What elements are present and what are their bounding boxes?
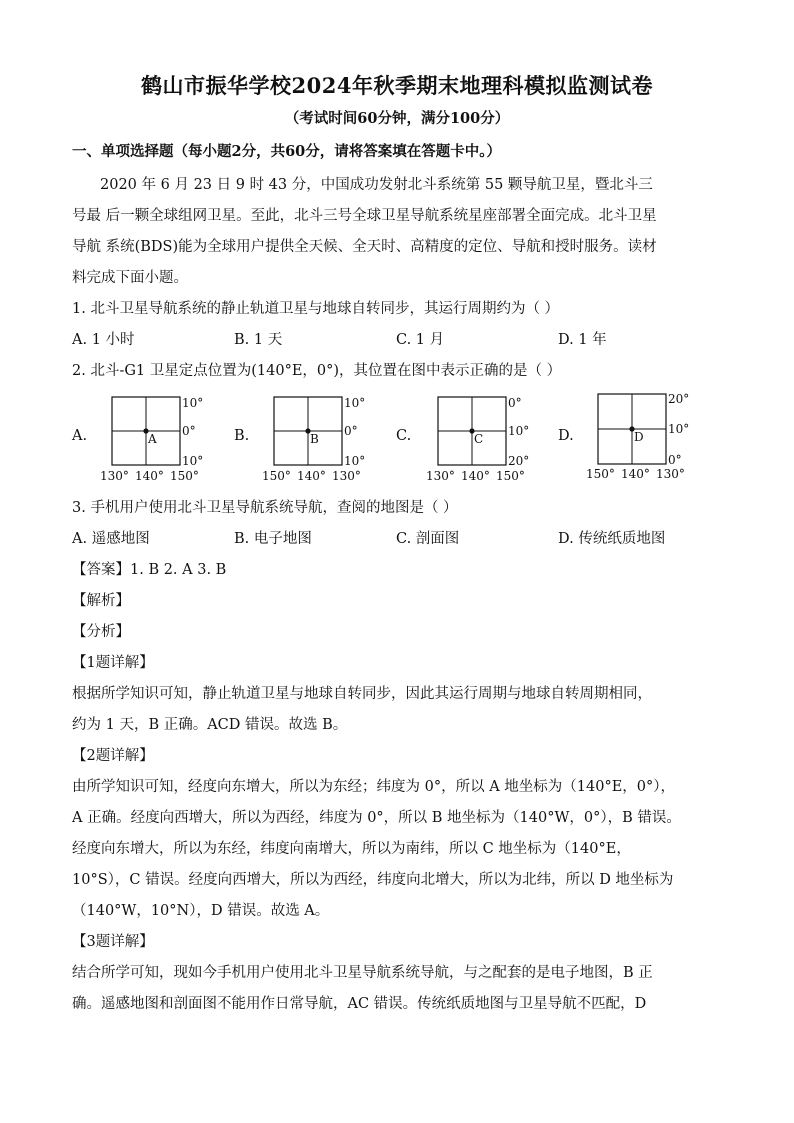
point-label-b: B [310, 432, 319, 446]
question-3-stem: 3. 手机用户使用北斗卫星导航系统导航，查阅的地图是（ ） [72, 500, 458, 516]
lat-label: 0° [668, 453, 682, 467]
q3-option-a: A. 遥感地图 [72, 531, 150, 547]
detail-1-text: 根据所学知识可知，静止轨道卫星与地球自转同步，因此其运行周期与地球自转周期相同， [72, 686, 652, 702]
section-heading: 一、单项选择题（每小题2分，共60分，请将答案填在答题卡中。） [72, 143, 502, 160]
analysis-heading: 【解析】 [72, 593, 130, 609]
diagram-c-option: C. [396, 428, 412, 444]
detail-2-text: 由所学知识可知，经度向东增大，所以为东经；纬度为 0°，所以 A 地坐标为（140°E，0°）， [72, 779, 676, 795]
lat-label: 10° [182, 396, 204, 410]
q3-option-b: B. 电子地图 [234, 531, 312, 547]
lon-label: 140° [461, 469, 490, 483]
diagram-b-option: B. [234, 428, 250, 444]
lon-label: 130° [100, 469, 129, 483]
detail-2-text: 经度向东增大，所以为东经，纬度向南增大，所以为南纬，所以 C 地坐标为（140°E， [72, 841, 631, 857]
lat-label: 10° [508, 424, 530, 438]
lon-label: 150° [496, 469, 525, 483]
q1-option-d: D. 1 年 [558, 332, 607, 348]
q3-option-d: D. 传统纸质地图 [558, 531, 666, 547]
page-title: 鹤山市振华学校2024年秋季期末地理科模拟监测试卷 [141, 73, 653, 98]
point-label-a: A [148, 432, 157, 446]
lat-label: 10° [344, 396, 366, 410]
lon-label: 130° [426, 469, 455, 483]
question-1-stem: 1. 北斗卫星导航系统的静止轨道卫星与地球自转同步，其运行周期约为（ ） [72, 301, 560, 317]
lat-label: 10° [182, 454, 204, 468]
lon-label: 150° [586, 467, 615, 481]
detail-3-heading: 【3题详解】 [72, 934, 154, 950]
detail-3-text: 结合所学可知，现如今手机用户使用北斗卫星导航系统导航，与之配套的是电子地图，B 正 [72, 965, 653, 981]
q1-option-b: B. 1 天 [234, 332, 283, 348]
diagram-d-option: D. [558, 428, 574, 444]
detail-2-text: A 正确。经度向西增大，所以为西经，纬度为 0°，所以 B 地坐标为（140°W，0°），B 错误。 [72, 810, 681, 826]
lat-label: 10° [668, 422, 690, 436]
q1-option-c: C. 1 月 [396, 332, 445, 348]
detail-2-heading: 【2题详解】 [72, 748, 154, 764]
point-label-d: D [634, 430, 644, 444]
point-label-c: C [474, 432, 484, 446]
detail-2-text: （140°W，10°N），D 错误。故选 A。 [72, 903, 330, 919]
detail-2-text: 10°S），C 错误。经度向西增大，所以为西经，纬度向北增大，所以为北纬，所以 D 地坐标为 [72, 872, 674, 888]
detail-1-heading: 【1题详解】 [72, 655, 154, 671]
detail-1-text: 约为 1 天，B 正确。ACD 错误。故选 B。 [72, 717, 348, 733]
passage-line: 料完成下面小题。 [72, 270, 188, 286]
question-2-stem: 2. 北斗-G1 卫星定点位置为(140°E，0°)，其位置在图中表示正确的是（ ） [72, 363, 562, 379]
answer-line: 【答案】1. B 2. A 3. B [72, 562, 227, 578]
lat-label: 10° [344, 454, 366, 468]
lon-label: 150° [170, 469, 199, 483]
q3-option-c: C. 剖面图 [396, 531, 460, 547]
lon-label: 130° [332, 469, 361, 483]
grid-diagram-b [260, 393, 380, 489]
diagram-a-option: A. [72, 428, 88, 444]
passage-line: 导航 系统(BDS)能为全球用户提供全天候、全天时、高精度的定位、导航和授时服务。读材 [72, 239, 657, 255]
passage-line: 2020 年 6 月 23 日 9 时 43 分，中国成功发射北斗系统第 55 颗导航卫星，暨北斗三 [100, 177, 653, 193]
lat-label: 20° [668, 392, 690, 406]
lat-label: 0° [344, 424, 358, 438]
lat-label: 0° [508, 396, 522, 410]
lon-label: 140° [135, 469, 164, 483]
q1-option-a: A. 1 小时 [72, 332, 135, 348]
lat-label: 20° [508, 454, 530, 468]
grid-diagram-d [584, 388, 704, 488]
detail-3-text: 确。遥感地图和剖面图不能用作日常导航，AC 错误。传统纸质地图与卫星导航不匹配，D [72, 996, 647, 1012]
lon-label: 140° [297, 469, 326, 483]
passage-line: 号最 后一颗全球组网卫星。至此，北斗三号全球卫星导航系统星座部署全面完成。北斗卫星 [72, 208, 657, 224]
lon-label: 150° [262, 469, 291, 483]
lon-label: 130° [656, 467, 685, 481]
grid-diagram-c [424, 393, 544, 489]
exam-info: （考试时间60分钟，满分100分） [284, 110, 510, 127]
lat-label: 0° [182, 424, 196, 438]
lon-label: 140° [621, 467, 650, 481]
fenxi-heading: 【分析】 [72, 624, 130, 640]
grid-diagram-a [98, 393, 218, 489]
